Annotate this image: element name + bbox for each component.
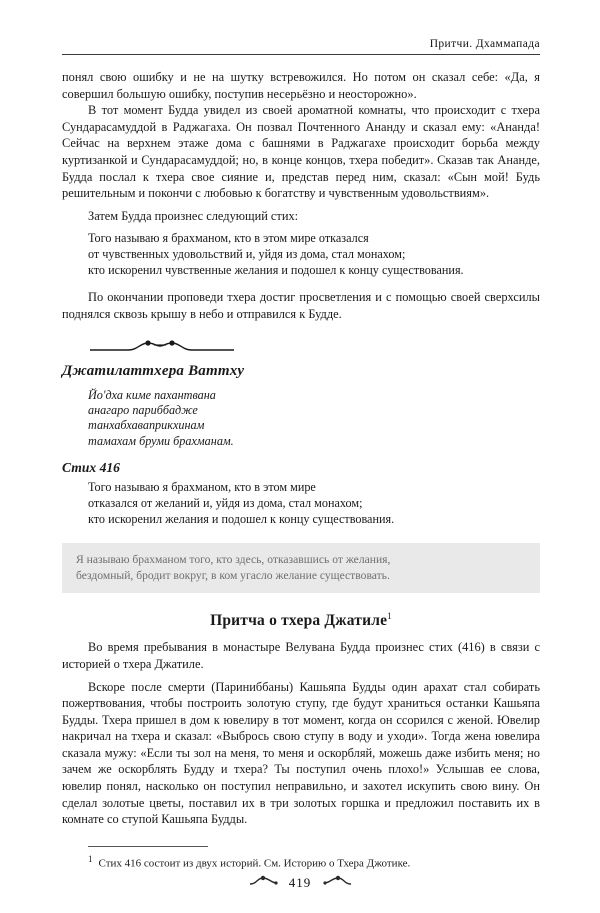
stanza-number-label: Стих 416: [62, 460, 120, 476]
page-number: 419: [288, 875, 312, 890]
pali-line: анагаро париббадже: [88, 402, 198, 417]
pali-line: тамахам бруми брахманам.: [88, 433, 234, 448]
header-divider: [62, 54, 540, 55]
verse-line: Того называю я брахманом, кто в этом мире отказался: [88, 231, 369, 246]
highlighted-quote-box: [62, 543, 540, 593]
paragraph-continuation: понял свою ошибку и не на шутку встревожился. Но потом он сказал себе: «Да, я совершил большую ошибку, поступив несерьёзно и неосторожно».: [62, 70, 540, 101]
pali-line: танхабхаваприкхинам: [88, 418, 205, 433]
ornament-divider: [88, 339, 540, 353]
stanza-translation-block: [62, 479, 540, 527]
footnote-text: [62, 852, 540, 871]
paragraph-parable-body: Вскоре после смерти (Париниббаны) Кашьяпа Будды один арахат стал собирать пожертвования, чтобы построить золотую ступу, где будут храниться останки Кашьяпа Будды. Тхера пришел в дом к ювелиру в тот момент, когда он ссорился с женой. Ювелир накричал на тхера и сказал: «Выбрось свою ступу в воду и уходи». Тогда жена ювелира сказала мужу: «Если ты зол на меня, то меня и оскорбляй, можешь даже избить меня; но зачем же оскорблять Будду и тхера? Ты поступил очень плохо!» Услышав ее слова, ювелир понял, насколько он поступил неправильно, и захотел искупить свою вину. Он сделал золотые цветы, поставил их в три золотых горшка и предложил поставить их в комнате со ступой Кашьяпа Будды.: [62, 679, 540, 827]
flourish-left-icon: [249, 875, 279, 891]
paragraph-parable-intro: Во время пребывания в монастыре Велувана Будда произнес стих (416) в связи с историей о тхера Джатиле.: [62, 640, 540, 671]
footnote-body: Стих 416 состоит из двух историй. См. Историю о Тхера Джотике.: [98, 857, 411, 870]
verse-line: кто искоренил чувственные желания и подошел к концу существования.: [88, 263, 464, 278]
page-footer: [0, 874, 600, 891]
stanza-line: отказался от желаний и, уйдя из дома, стал монахом;: [88, 496, 363, 511]
footnote-marker: 1: [88, 853, 93, 864]
paragraph-verse-intro: Затем Будда произнес следующий стих:: [88, 208, 299, 223]
paragraph-buddha-sees: В тот момент Будда увидел из своей ароматной комнаты, что происходит с тхера Сундарасамуддой в Раджагаха. Он позвал Почтенного Ананду и сказал ему: «Ананда! Сейчас на верхнем этаже дома с башнями в Раджагахе происходит борьба между куртизанкой и Сундарасамуддой; но, в конце концов, тхера победит». Сказав так Ананде, Будда послал к тхера свое сияние и, представ перед ним, сказал: «Сын мой! Будь решительным и покончи с любовью к богатству и чувственным удовольствиям».: [62, 103, 540, 201]
section-heading-footnote-marker: 1: [387, 611, 392, 622]
quote-line: Я называю брахманом того, кто здесь, отказавшись от желания,: [76, 553, 391, 567]
verse-block-first: [62, 230, 540, 278]
pali-line: Йо'дха киме пахантвана: [88, 387, 216, 402]
flourish-right-icon: [322, 875, 352, 891]
verse-line: от чувственных удовольствий и, уйдя из дома, стал монахом;: [88, 247, 406, 262]
page-content: [62, 38, 540, 871]
stanza-line: Того называю я брахманом, кто в этом мире: [88, 480, 316, 495]
footnote-divider: [88, 846, 208, 847]
pali-verse-block: [62, 388, 540, 450]
stanza-line: кто искоренил желания и подошел к концу существования.: [88, 512, 395, 527]
running-header: Притчи. Дхаммапада: [429, 38, 540, 50]
section-heading-text: Притча о тхера Джатиле: [210, 612, 388, 630]
section-heading-parable: [62, 611, 540, 630]
section-subtitle-pali: Джатилаттхера Ваттху: [62, 362, 245, 379]
quote-line: бездомный, бродит вокруг, в ком угасло желание существовать.: [76, 568, 390, 582]
paragraph-enlightenment: По окончании проповеди тхера достиг просветления и с помощью своей сверхсилы поднялся сквозь крышу в небо и отправился к Будде.: [62, 290, 540, 321]
